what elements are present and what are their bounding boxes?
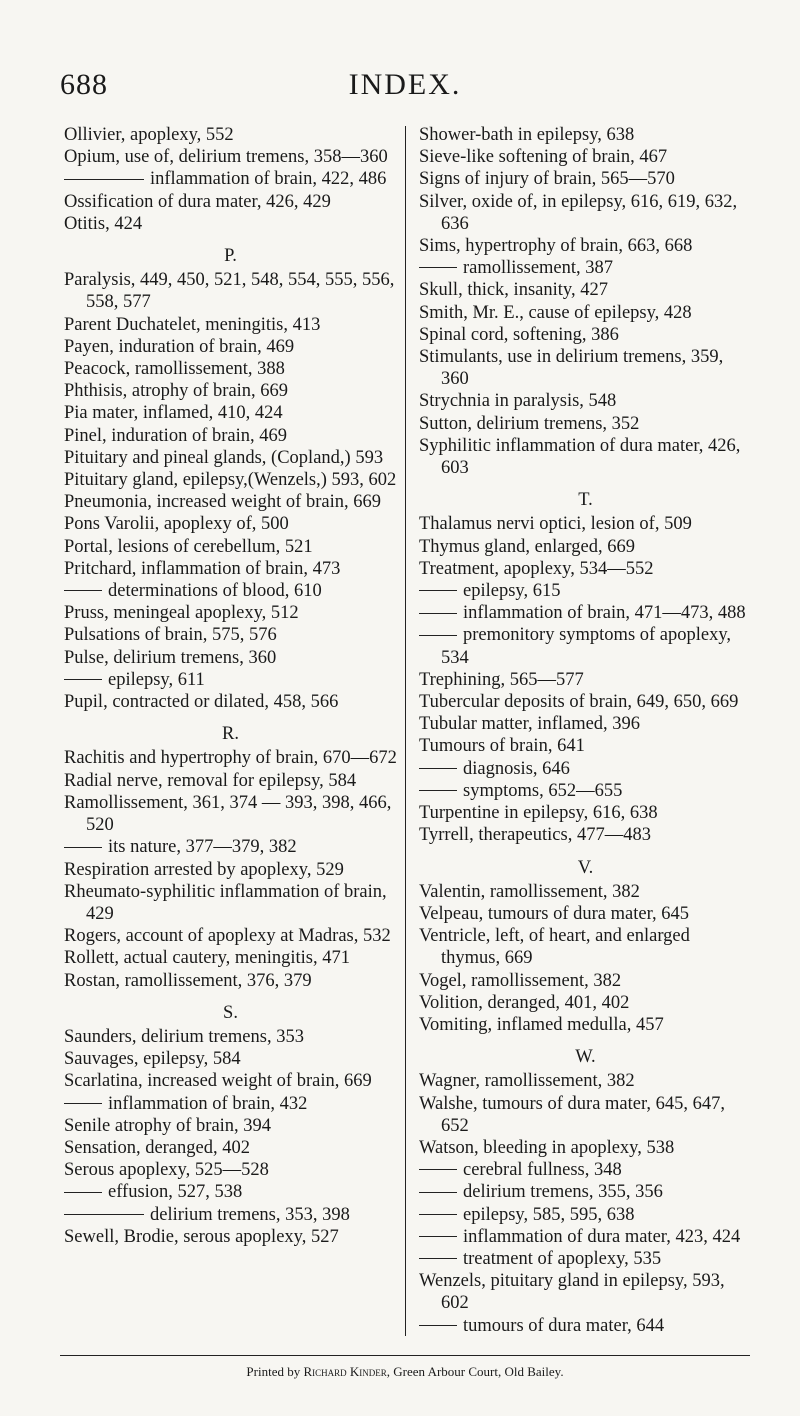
subentry-text: tumours of dura mater, 644 xyxy=(463,1315,665,1336)
index-subentry xyxy=(64,1204,397,1226)
index-entry: Ollivier, apoplexy, 552 xyxy=(64,125,234,145)
subentry-text: inflammation of brain, 471—473, 488 xyxy=(463,603,746,624)
subentry-text: premonitory symptoms of apoplexy, 534 xyxy=(441,625,732,668)
ditto-dash xyxy=(419,1169,457,1170)
index-entry: Pulse, delirium tremens, 360 xyxy=(64,647,277,668)
printer-imprint xyxy=(60,1364,750,1380)
subentry-text: symptoms, 652—655 xyxy=(463,780,623,801)
index-entry: Pituitary and pineal glands, (Copland,) 593 xyxy=(64,447,384,468)
index-entry: Portal, lesions of cerebellum, 521 xyxy=(64,536,313,557)
index-entry: Shower-bath in epilepsy, 638 xyxy=(419,125,635,145)
index-subentry xyxy=(419,580,752,602)
index-entry: Thymus gland, enlarged, 669 xyxy=(419,536,635,557)
subentry-text: epilepsy, 615 xyxy=(463,581,561,602)
index-entry: Pinel, induration of brain, 469 xyxy=(64,425,287,446)
index-entry: Opium, use of, delirium tremens, 358—360 xyxy=(64,147,388,168)
index-entry: Smith, Mr. E., cause of epilepsy, 428 xyxy=(419,302,692,323)
index-entry: Sensation, deranged, 402 xyxy=(64,1137,250,1158)
ditto-dash xyxy=(64,847,102,848)
ditto-dash xyxy=(419,768,457,769)
index-entry: Sauvages, epilepsy, 584 xyxy=(64,1049,241,1070)
subentry-text: inflammation of dura mater, 423, 424 xyxy=(463,1226,741,1247)
index-subentry xyxy=(419,1204,752,1226)
index-entry: Stimulants, use in delirium tremens, 359, 360 xyxy=(419,347,724,390)
subentry-text: delirium tremens, 353, 398 xyxy=(150,1204,350,1225)
index-entry: Peacock, ramollissement, 388 xyxy=(64,359,285,380)
section-letter: S. xyxy=(223,1002,238,1023)
index-entry: Volition, deranged, 401, 402 xyxy=(419,992,630,1013)
index-subentry xyxy=(419,758,752,780)
index-entry: Payen, induration of brain, 469 xyxy=(64,336,295,357)
index-entry: Tubular matter, inflamed, 396 xyxy=(419,714,641,735)
ditto-dash xyxy=(64,1103,102,1104)
subentry-text: diagnosis, 646 xyxy=(463,758,570,779)
index-entry: Turpentine in epilepsy, 616, 638 xyxy=(419,803,658,824)
subentry-text: effusion, 527, 538 xyxy=(108,1182,243,1203)
index-entry: Pneumonia, increased weight of brain, 669 xyxy=(64,492,381,513)
index-entry: Pruss, meningeal apoplexy, 512 xyxy=(64,603,299,624)
index-entry: Wenzels, pituitary gland in epilepsy, 593, 602 xyxy=(419,1271,725,1314)
running-title: INDEX. xyxy=(348,68,462,101)
ditto-dash xyxy=(64,1214,144,1215)
index-entry: Sutton, delirium tremens, 352 xyxy=(419,413,640,434)
index-entry: Paralysis, 449, 450, 521, 548, 554, 555, 556, 558, 577 xyxy=(64,270,395,313)
index-entry: Otitis, 424 xyxy=(64,213,143,234)
index-entry: Signs of injury of brain, 565—570 xyxy=(419,169,675,190)
ditto-dash xyxy=(64,590,102,591)
index-entry: Rachitis and hypertrophy of brain, 670—672 xyxy=(64,748,397,769)
page-number: 688 xyxy=(60,68,108,101)
ditto-dash xyxy=(419,1214,457,1215)
index-entry: Spinal cord, softening, 386 xyxy=(419,324,619,345)
index-entry: Pons Varolii, apoplexy of, 500 xyxy=(64,514,289,535)
index-entry: Pituitary gland, epilepsy,(Wenzels,) 593, 602 xyxy=(64,470,397,491)
ditto-dash xyxy=(64,1192,102,1193)
subentry-text: ramollissement, 387 xyxy=(463,258,614,279)
index-entry: Wagner, ramollissement, 382 xyxy=(419,1071,635,1092)
imprint-prefix: Printed by xyxy=(246,1364,304,1379)
index-entry: Tyrrell, therapeutics, 477—483 xyxy=(419,825,651,846)
index-subentry xyxy=(64,1093,397,1115)
index-entry: Trephining, 565—577 xyxy=(419,669,584,690)
index-entry: Watson, bleeding in apoplexy, 538 xyxy=(419,1137,675,1158)
index-entry: Phthisis, atrophy of brain, 669 xyxy=(64,381,289,402)
index-entry: Walshe, tumours of dura mater, 645, 647, 652 xyxy=(419,1093,726,1136)
subentry-text: treatment of apoplexy, 535 xyxy=(463,1248,662,1269)
subentry-text: determinations of blood, 610 xyxy=(108,581,322,602)
index-entry: Pritchard, inflammation of brain, 473 xyxy=(64,558,341,579)
ditto-dash xyxy=(419,790,457,791)
left-column xyxy=(64,124,397,1248)
index-entry: Pulsations of brain, 575, 576 xyxy=(64,625,277,646)
index-entry: Sims, hypertrophy of brain, 663, 668 xyxy=(419,236,693,257)
subentry-text: epilepsy, 611 xyxy=(108,669,205,690)
index-entry: Scarlatina, increased weight of brain, 669 xyxy=(64,1071,372,1092)
index-subentry xyxy=(419,1315,752,1337)
section-letter: P. xyxy=(224,246,237,267)
index-entry: Ramollissement, 361, 374 — 393, 398, 466, 520 xyxy=(64,792,392,836)
index-subentry xyxy=(64,836,397,858)
page-header xyxy=(60,68,750,118)
index-entry: Radial nerve, removal for epilepsy, 584 xyxy=(64,770,357,791)
index-entry: Rostan, ramollissement, 376, 379 xyxy=(64,970,312,991)
index-entry: Rheumato-syphilitic inflammation of brain, 429 xyxy=(64,881,387,924)
subentry-text: delirium tremens, 355, 356 xyxy=(463,1182,663,1203)
subentry-text: its nature, 377—379, 382 xyxy=(108,837,297,858)
subentry-text: inflammation of brain, 432 xyxy=(108,1093,308,1114)
index-entry: Senile atrophy of brain, 394 xyxy=(64,1115,272,1136)
section-letter: V. xyxy=(577,857,594,878)
imprint-printer: Richard Kinder xyxy=(303,1364,387,1379)
footer-rule xyxy=(60,1355,750,1356)
index-entry: Vomiting, inflamed medulla, 457 xyxy=(419,1014,664,1035)
index-subentry xyxy=(419,1159,752,1181)
index-columns xyxy=(64,124,754,1344)
index-entry: Skull, thick, insanity, 427 xyxy=(419,280,608,301)
index-entry: Treatment, apoplexy, 534—552 xyxy=(419,558,654,579)
subentry-text: epilepsy, 585, 595, 638 xyxy=(463,1204,635,1225)
index-entry: Tumours of brain, 641 xyxy=(419,736,585,757)
index-entry: Saunders, delirium tremens, 353 xyxy=(64,1026,304,1047)
ditto-dash xyxy=(419,1325,457,1326)
subentry-text: cerebral fullness, 348 xyxy=(463,1160,622,1181)
index-subentry xyxy=(419,1248,752,1270)
ditto-dash xyxy=(419,1236,457,1237)
index-subentry xyxy=(419,1226,752,1248)
printer-footer xyxy=(60,1355,750,1380)
index-entry: Pupil, contracted or dilated, 458, 566 xyxy=(64,692,339,713)
right-column xyxy=(419,124,752,1337)
index-entry: Strychnia in paralysis, 548 xyxy=(419,391,617,412)
index-entry: Ossification of dura mater, 426, 429 xyxy=(64,191,331,212)
ditto-dash xyxy=(419,1258,457,1259)
index-entry: Sewell, Brodie, serous apoplexy, 527 xyxy=(64,1226,339,1247)
index-entry: Rogers, account of apoplexy at Madras, 532 xyxy=(64,926,391,947)
index-entry: Pia mater, inflamed, 410, 424 xyxy=(64,403,283,424)
index-entry: Parent Duchatelet, meningitis, 413 xyxy=(64,314,321,335)
section-letter: W. xyxy=(575,1047,596,1068)
index-entry: Thalamus nervi optici, lesion of, 509 xyxy=(419,514,692,535)
index-entry: Rollett, actual cautery, meningitis, 471 xyxy=(64,948,350,969)
index-subentry xyxy=(419,1181,752,1203)
column-divider xyxy=(405,126,406,1336)
index-subentry xyxy=(419,257,752,279)
index-entry: Respiration arrested by apoplexy, 529 xyxy=(64,859,344,880)
index-entry: Vogel, ramollissement, 382 xyxy=(419,970,622,991)
index-subentry xyxy=(419,780,752,802)
index-subentry xyxy=(64,1181,397,1203)
ditto-dash xyxy=(419,1192,457,1193)
ditto-dash xyxy=(64,679,102,680)
index-entry: Tubercular deposits of brain, 649, 650, 669 xyxy=(419,692,739,713)
ditto-dash xyxy=(419,613,457,614)
index-subentry xyxy=(64,669,397,691)
ditto-dash xyxy=(64,179,144,180)
index-subentry xyxy=(419,624,752,668)
index-subentry xyxy=(419,602,752,624)
ditto-dash xyxy=(419,590,457,591)
index-entry: Serous apoplexy, 525—528 xyxy=(64,1160,269,1181)
index-subentry xyxy=(64,168,397,190)
section-letter: R. xyxy=(222,724,239,745)
index-entry: Silver, oxide of, in epilepsy, 616, 619, 632, 636 xyxy=(419,191,738,234)
index-entry: Syphilitic inflammation of dura mater, 426, 603 xyxy=(419,435,741,479)
ditto-dash xyxy=(419,267,457,268)
index-entry: Valentin, ramollissement, 382 xyxy=(419,881,640,902)
section-letter: T. xyxy=(578,490,593,511)
subentry-text: inflammation of brain, 422, 486 xyxy=(150,169,387,190)
index-entry: Ventricle, left, of heart, and enlarged thymus, 669 xyxy=(419,926,690,969)
index-entry: Velpeau, tumours of dura mater, 645 xyxy=(419,903,690,924)
imprint-suffix: , Green Arbour Court, Old Bailey. xyxy=(386,1364,564,1379)
index-entry: Sieve-like softening of brain, 467 xyxy=(419,147,668,168)
index-subentry xyxy=(64,580,397,602)
ditto-dash xyxy=(419,635,457,636)
